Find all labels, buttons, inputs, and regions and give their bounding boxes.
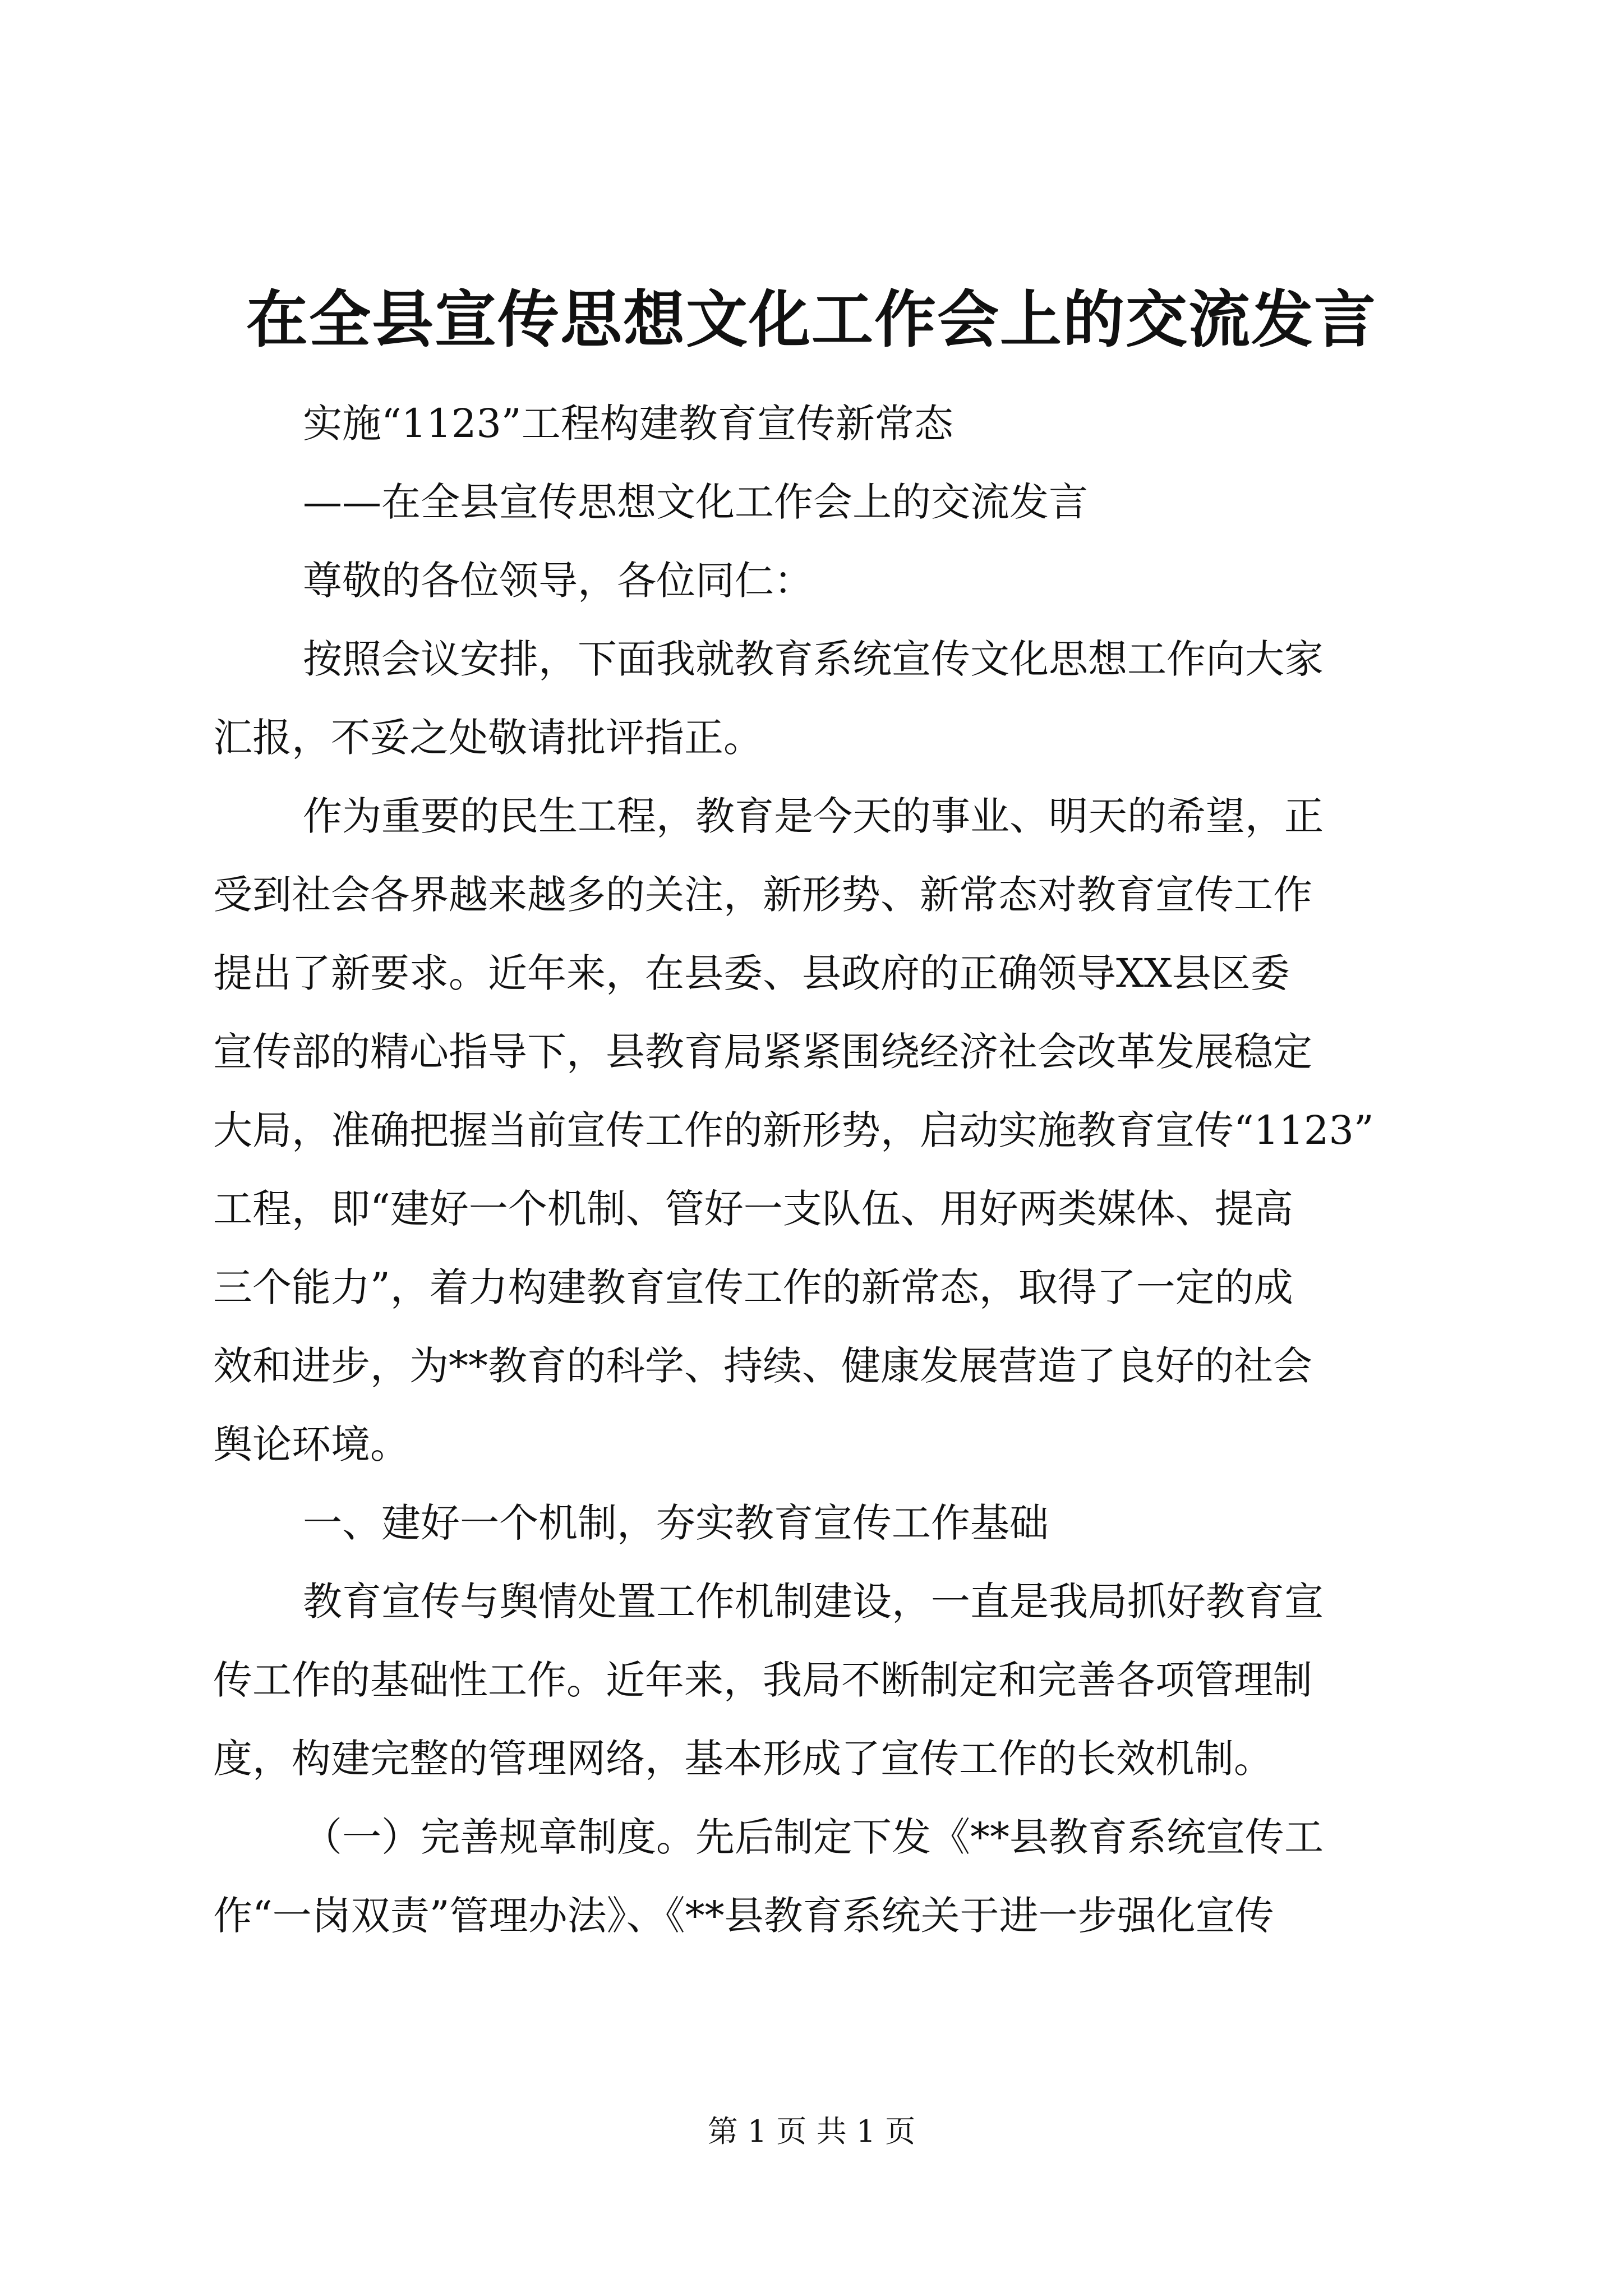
paragraph-line: （一）完善规章制度。先后制定下发《**县教育系统宣传工 (303, 1814, 1324, 1860)
salutation: 尊敬的各位领导，各位同仁： (303, 558, 813, 604)
subtitle-line: 实施“1123”工程构建教育宣传新常态 (303, 401, 953, 447)
section-heading: 一、建好一个机制，夯实教育宣传工作基础 (303, 1500, 1049, 1546)
subtitle-attribution: ——在全县宣传思想文化工作会上的交流发言 (303, 479, 1088, 525)
page-number-footer: 第 1 页 共 1 页 (707, 2114, 916, 2149)
paragraph-line: 作“一岗双责”管理办法》、《**县教育系统关于进一步强化宣传 (213, 1893, 1274, 1939)
paragraph-line: 传工作的基础性工作。近年来，我局不断制定和完善各项管理制 (213, 1657, 1312, 1703)
paragraph-line: 度，构建完整的管理网络，基本形成了宣传工作的长效机制。 (213, 1736, 1273, 1782)
paragraph-line: 大局，准确把握当前宣传工作的新形势，启动实施教育宣传“1123” (213, 1107, 1374, 1153)
paragraph-line: 工程，即“建好一个机制、管好一支队伍、用好两类媒体、提高 (213, 1186, 1293, 1232)
paragraph-line: 受到社会各界越来越多的关注，新形势、新常态对教育宣传工作 (213, 872, 1312, 918)
paragraph-line: 三个能力”，着力构建教育宣传工作的新常态，取得了一定的成 (213, 1264, 1293, 1310)
paragraph-line: 按照会议安排，下面我就教育系统宣传文化思想工作向大家 (303, 636, 1324, 682)
paragraph-line: 汇报，不妥之处敬请批评指正。 (213, 715, 763, 761)
paragraph-line: 宣传部的精心指导下，县教育局紧紧围绕经济社会改革发展稳定 (213, 1029, 1312, 1075)
document-title: 在全县宣传思想文化工作会上的交流发言 (246, 283, 1377, 356)
paragraph-line: 舆论环境。 (213, 1421, 409, 1467)
paragraph-line: 教育宣传与舆情处置工作机制建设，一直是我局抓好教育宣 (303, 1579, 1324, 1625)
paragraph-line: 效和进步，为**教育的科学、持续、健康发展营造了良好的社会 (213, 1343, 1312, 1389)
paragraph-line: 提出了新要求。近年来，在县委、县政府的正确领导XX县区委 (213, 950, 1290, 996)
paragraph-line: 作为重要的民生工程，教育是今天的事业、明天的希望，正 (303, 793, 1324, 839)
